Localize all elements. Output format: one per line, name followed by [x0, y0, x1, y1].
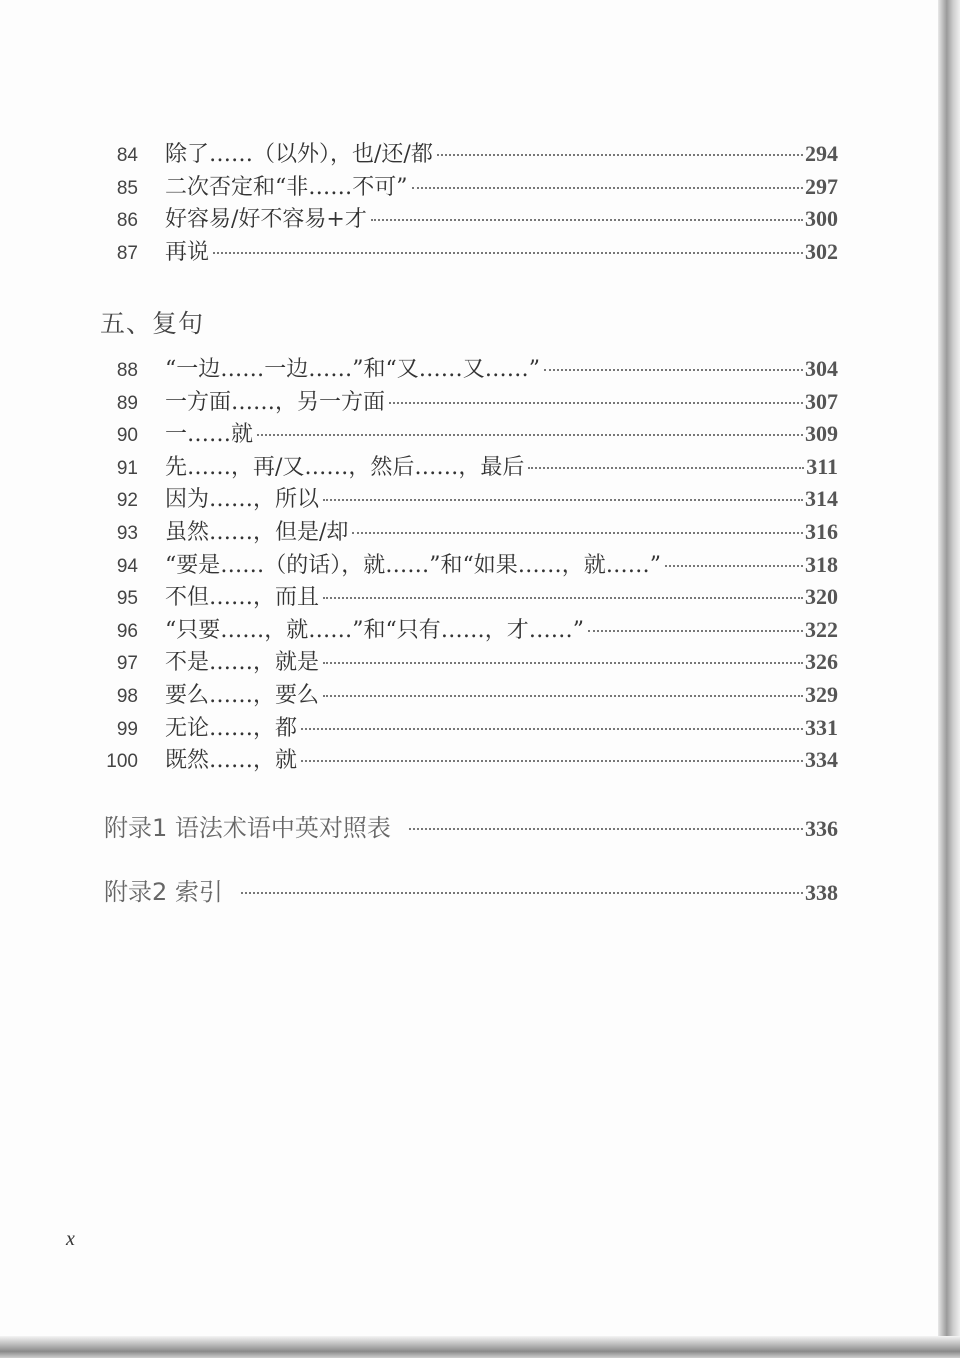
entry-title: 既然……，就 — [165, 748, 298, 774]
entry-title: 再说 — [165, 239, 210, 265]
toc-entry[interactable] — [100, 236, 838, 269]
entry-page-number: 329 — [805, 681, 838, 707]
entry-number: 87 — [116, 242, 138, 264]
entry-page-number: 314 — [805, 486, 838, 512]
dot-leader — [544, 369, 803, 371]
entry-title: “一边……一边……”和“又……又……” — [165, 357, 540, 382]
dot-leader — [528, 467, 804, 469]
entry-number: 96 — [116, 620, 138, 642]
dot-leader — [301, 728, 803, 730]
toc-entry[interactable] — [100, 744, 838, 777]
entry-number: 97 — [116, 653, 138, 675]
dot-leader — [241, 892, 803, 894]
entry-number: 90 — [116, 425, 138, 447]
entry-number: 86 — [116, 210, 138, 232]
appendix-label: 附录2 索引 — [104, 878, 223, 906]
section-heading: 五、复句 — [100, 309, 205, 338]
toc-entry[interactable] — [100, 386, 838, 419]
toc-entry[interactable] — [100, 418, 838, 451]
toc-entry[interactable] — [100, 646, 838, 679]
entry-title: 先……，再/又……，然后……，最后 — [165, 454, 525, 480]
dot-leader — [389, 402, 803, 404]
toc-entry[interactable] — [100, 353, 838, 386]
appendix-page-number: 336 — [805, 816, 838, 841]
toc-entry[interactable] — [100, 549, 838, 582]
entry-page-number: 322 — [805, 616, 838, 642]
entry-number: 99 — [116, 718, 138, 740]
entry-page-number: 309 — [805, 421, 838, 447]
entry-page-number: 331 — [805, 714, 838, 740]
entry-title: 虽然……，但是/却 — [165, 519, 349, 545]
dot-leader — [665, 565, 803, 567]
entry-number: 84 — [116, 145, 138, 166]
entry-number: 93 — [116, 522, 138, 544]
entry-number: 89 — [116, 392, 138, 414]
entry-number: 92 — [116, 490, 138, 512]
entry-page-number: 320 — [805, 584, 838, 610]
entry-title: 好容易/好不容易+才 — [165, 207, 367, 233]
dot-leader — [301, 760, 803, 762]
toc-entry[interactable] — [100, 483, 838, 516]
toc-entry[interactable] — [100, 712, 838, 745]
dot-leader — [412, 187, 804, 189]
entry-title: 一……就 — [165, 422, 254, 448]
dot-leader — [352, 532, 803, 534]
entry-page-number: 297 — [805, 173, 838, 199]
entry-number: 94 — [116, 555, 138, 577]
entry-title: 因为……，所以 — [165, 487, 320, 513]
toc-entry[interactable] — [100, 451, 838, 484]
toc-entry[interactable] — [100, 614, 838, 647]
entry-number: 91 — [116, 457, 138, 479]
page-edge-bottom — [0, 1336, 960, 1358]
toc-entry[interactable] — [100, 516, 838, 549]
dot-leader — [323, 695, 803, 697]
entry-page-number: 334 — [805, 747, 838, 773]
entry-title: 要么……，要么 — [165, 682, 320, 708]
toc-group-b — [100, 353, 838, 777]
entry-page-number: 326 — [805, 649, 838, 675]
entry-page-number: 307 — [805, 388, 838, 414]
toc-group-a — [100, 138, 838, 268]
dot-leader — [371, 219, 803, 221]
dot-leader — [323, 597, 803, 599]
entry-title: 不但……，而且 — [165, 585, 320, 611]
page-edge-right — [938, 0, 960, 1358]
dot-leader — [409, 828, 803, 830]
toc-appendix-2[interactable] — [104, 872, 838, 907]
dot-leader — [323, 662, 803, 664]
entry-title: 除了……（以外），也/还/都 — [165, 142, 433, 167]
dot-leader — [323, 499, 803, 501]
entry-number: 88 — [116, 360, 138, 381]
dot-leader — [257, 434, 803, 436]
entry-page-number: 311 — [806, 453, 838, 479]
entry-page-number: 294 — [805, 141, 838, 166]
appendix-page-number: 338 — [805, 880, 838, 905]
toc-entry[interactable] — [100, 679, 838, 712]
entry-page-number: 300 — [805, 206, 838, 232]
entry-title: “要是……（的话），就……”和“如果……，就……” — [165, 552, 661, 578]
toc-entry[interactable] — [100, 171, 838, 204]
entry-page-number: 318 — [805, 551, 838, 577]
entry-number: 85 — [116, 177, 138, 199]
dot-leader — [588, 630, 803, 632]
appendix-label: 附录1 语法术语中英对照表 — [104, 814, 391, 842]
entry-title: 一方面……，另一方面 — [165, 389, 386, 415]
entry-title: 二次否定和“非……不可” — [165, 174, 408, 200]
entry-number: 95 — [116, 588, 138, 610]
toc-entry[interactable] — [100, 581, 838, 614]
toc-appendix-1[interactable] — [104, 808, 838, 843]
entry-number: 100 — [106, 751, 138, 773]
folio-page-number: x — [66, 1228, 75, 1250]
entry-number: 98 — [116, 685, 138, 707]
toc-entry[interactable] — [100, 138, 838, 171]
entry-page-number: 316 — [805, 518, 838, 544]
dot-leader — [213, 252, 803, 254]
entry-title: 无论……，都 — [165, 715, 298, 741]
toc-entry[interactable] — [100, 203, 838, 236]
entry-page-number: 302 — [805, 238, 838, 264]
dot-leader — [437, 154, 803, 156]
entry-title: 不是……，就是 — [165, 650, 320, 676]
entry-title: “只要……，就……”和“只有……，才……” — [165, 617, 584, 643]
entry-page-number: 304 — [805, 356, 838, 381]
